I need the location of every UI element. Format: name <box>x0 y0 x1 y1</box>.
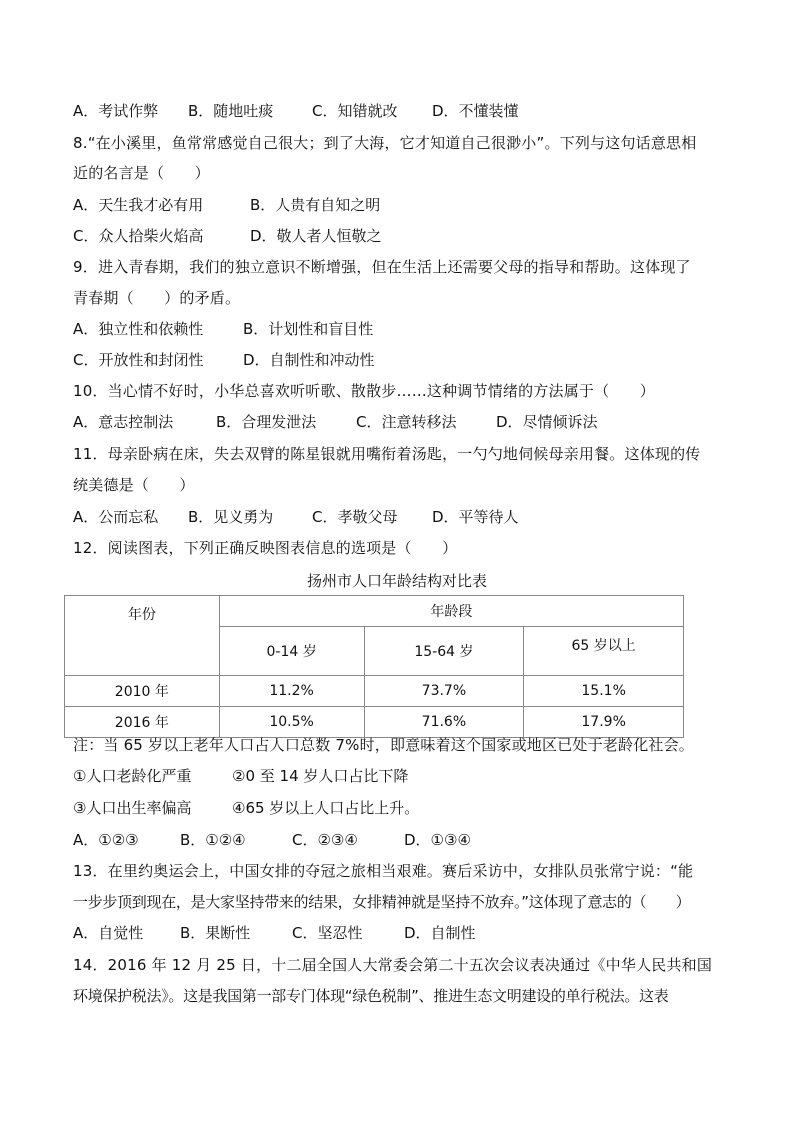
q13-stem-line2: 一步步顶到现在，是大家坚持带来的结果，女排精神就是坚持不放弃。”这体现了意志的（ ） <box>73 893 691 911</box>
q12-statement-1: ①人口老龄化严重 <box>73 767 192 785</box>
q12-option-b: B．①②④ <box>180 831 246 849</box>
q11-stem-line1: 11．母亲卧病在床，失去双臂的陈星银就用嘴衔着汤匙，一勺勺地伺候母亲用餐。这体现的传 <box>73 445 701 463</box>
header-col-0-14: 0-14 岁 <box>219 627 364 676</box>
q9-stem-line1: 9．进入青春期，我们的独立意识不断增强，但在生活上还需要父母的指导和帮助。这体现了 <box>73 258 691 276</box>
q8-stem-line2: 近的名言是（ ） <box>73 164 210 182</box>
q10-option-d: D．尽情倾诉法 <box>496 413 598 431</box>
q8-option-d: D．敬人者人恒敬之 <box>250 227 382 245</box>
table-row <box>65 676 684 707</box>
table-row <box>65 707 684 738</box>
row-value-15-64: 73.7% <box>364 676 524 707</box>
header-year: 年份 <box>65 596 220 676</box>
row-value-15-64: 71.6% <box>364 707 524 738</box>
q8-option-c: C．众人拾柴火焰高 <box>73 227 204 245</box>
q9-option-d: D．自制性和冲动性 <box>243 351 375 369</box>
q8-option-b: B．人贵有自知之明 <box>250 196 381 214</box>
row-value-0-14: 11.2% <box>219 676 364 707</box>
header-age-group: 年龄段 <box>219 596 683 627</box>
row-year: 2010 年 <box>65 676 220 707</box>
q14-stem-line1: 14．2016 年 12 月 25 日，十二届全国人大常委会第二十五次会议表决通过《中华人民共和国 <box>73 956 713 974</box>
q7-option-d: D．不懂装懂 <box>432 102 519 120</box>
row-value-65-plus: 17.9% <box>524 707 684 738</box>
q7-option-b: B．随地吐痰 <box>188 102 274 120</box>
q7-option-a: A．考试作弊 <box>73 102 159 120</box>
q12-statement-3: ③人口出生率偏高 <box>73 799 192 817</box>
q7-option-c: C．知错就改 <box>312 102 398 120</box>
q12-option-d: D．①③④ <box>404 831 471 849</box>
table-title: 扬州市人口年龄结构对比表 <box>306 572 487 590</box>
row-value-0-14: 10.5% <box>219 707 364 738</box>
table-note: 注：当 65 岁以上老年人口占人口总数 7%时，即意味着这个国家或地区已处于老龄化社会。 <box>73 736 694 754</box>
q10-option-b: B．合理发泄法 <box>216 413 317 431</box>
q8-option-a: A．天生我才必有用 <box>73 196 204 214</box>
q10-option-a: A．意志控制法 <box>73 413 174 431</box>
header-col-15-64: 15-64 岁 <box>364 627 524 676</box>
q12-option-a: A．①②③ <box>73 831 139 849</box>
q13-option-b: B．果断性 <box>180 924 251 942</box>
q9-option-b: B．计划性和盲目性 <box>243 320 374 338</box>
q14-stem-line2: 环境保护税法》。这是我国第一部专门体现“绿色税制”、推进生态文明建设的单行税法。这表 <box>73 987 669 1005</box>
population-table <box>64 595 684 738</box>
q9-option-a: A．独立性和依赖性 <box>73 320 204 338</box>
q11-option-a: A．公而忘私 <box>73 508 159 526</box>
q12-stem: 12．阅读图表，下列正确反映图表信息的选项是（ ） <box>73 539 458 557</box>
q8-stem-line1: 8.“在小溪里，鱼常常感觉自己很大；到了大海，它才知道自己很渺小”。下列与这句话意思相 <box>73 134 697 152</box>
row-value-65-plus: 15.1% <box>524 676 684 707</box>
q13-stem-line1: 13．在里约奥运会上，中国女排的夺冠之旅相当艰难。赛后采访中，女排队员张常宁说：“能 <box>73 862 694 880</box>
q11-option-c: C．孝敬父母 <box>312 508 398 526</box>
row-year: 2016 年 <box>65 707 220 738</box>
q13-option-c: C．坚忍性 <box>292 924 363 942</box>
q10-option-c: C．注意转移法 <box>356 413 457 431</box>
q11-option-b: B．见义勇为 <box>188 508 274 526</box>
q9-stem-line2: 青春期（ ）的矛盾。 <box>73 289 241 307</box>
q10-stem: 10．当心情不好时，小华总喜欢听听歌、散散步……这种调节情绪的方法属于（ ） <box>73 382 655 400</box>
q12-option-c: C．②③④ <box>292 831 358 849</box>
q12-statement-4: ④65 岁以上人口占比上升。 <box>232 799 420 817</box>
header-col-65-plus: 65 岁以上 <box>524 627 684 676</box>
q11-option-d: D．平等待人 <box>432 508 519 526</box>
q12-statement-2: ②0 至 14 岁人口占比下降 <box>232 767 409 785</box>
q11-stem-line2: 统美德是（ ） <box>73 476 195 494</box>
q9-option-c: C．开放性和封闭性 <box>73 351 204 369</box>
q13-option-d: D．自制性 <box>404 924 476 942</box>
q13-option-a: A．自觉性 <box>73 924 144 942</box>
